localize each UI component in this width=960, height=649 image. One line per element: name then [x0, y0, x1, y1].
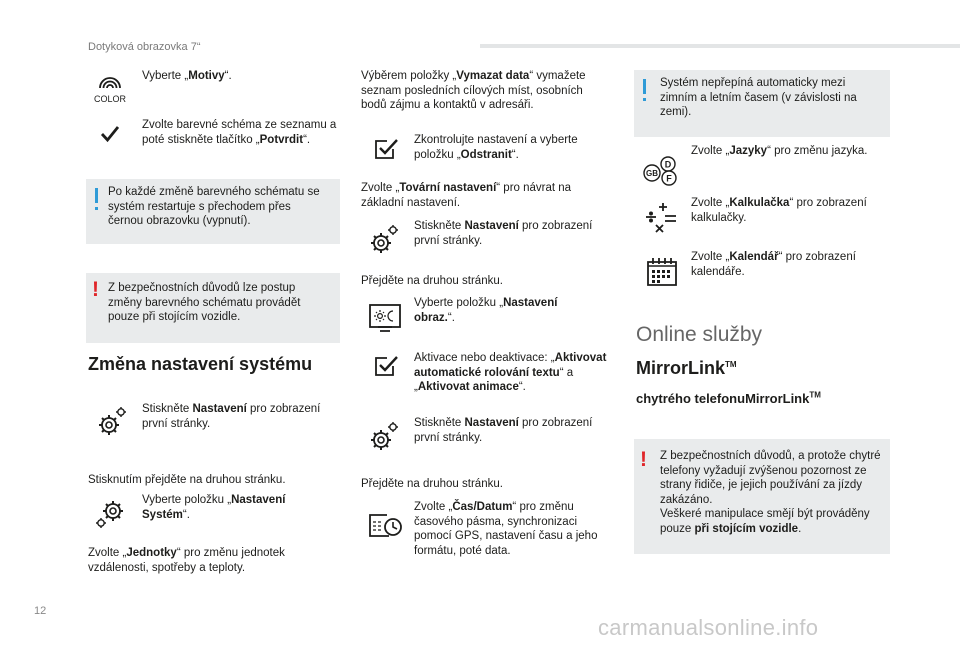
- text-clear-data: Výběrem položky „Vymazat data“ vymažete seznam posledních cílových míst, osobních bodů zájmu a kontaktů v adresáři.: [361, 70, 586, 111]
- color-theme-icon: [90, 70, 130, 106]
- checkmark-icon: [100, 125, 120, 143]
- watermark: carmanualsonline.info: [598, 615, 819, 640]
- info-text: Po každé změně barevného schématu se systém restartuje s přechodem přes černou obrazovku (vypnutí).: [108, 186, 320, 227]
- step-motivy: Vyberte „Motivy“.: [142, 70, 232, 82]
- svg-text:GB: GB: [646, 169, 658, 178]
- settings-gear-icon: [95, 404, 127, 438]
- svg-text:D: D: [664, 159, 672, 170]
- step-display-settings: Vyberte položku „Nastavení obraz.“.: [414, 297, 558, 324]
- calendar-icon: [645, 256, 679, 288]
- system-settings-icon: [95, 496, 127, 530]
- warning-icon: !: [640, 448, 647, 471]
- step-system-settings: Vyberte položku „Nastavení Systém“.: [142, 494, 286, 521]
- checkbox-check-icon: [373, 354, 399, 378]
- info-box-restart: [86, 179, 340, 244]
- step-settings-1: Stiskněte Nastavení pro zobrazení první stránky.: [142, 403, 321, 430]
- info-text: Systém nepřepíná automaticky mezi zimním a letním časem (v závislosti na zemi).: [660, 77, 857, 118]
- time-date-icon: [367, 512, 403, 540]
- warning-text: Z bezpečnostních důvodů lze postup změny barevného schématu provádět pouze při stojícím vozidle.: [108, 282, 301, 323]
- step-potvrdit: Zvolte barevné schéma ze seznamu a poté stiskněte tlačítko „Potvrdit“.: [142, 119, 337, 146]
- info-box-dst: [634, 70, 890, 137]
- step-animation: Aktivace nebo deaktivace: „Aktivovat automatické rolování textu“ a „Aktivovat animace“.: [414, 352, 607, 393]
- text-second-page-2: Přejděte na druhou stránku.: [361, 275, 503, 287]
- step-time-date: Zvolte „Čas/Datum“ pro změnu časového pásma, synchronizaci pomocí GPS, nastavení času a jeho formátu, poté data.: [414, 501, 598, 557]
- text-second-page-3: Přejděte na druhou stránku.: [361, 478, 503, 490]
- step-settings-3: Stiskněte Nastavení pro zobrazení první stránky.: [414, 417, 593, 444]
- checkbox-check-icon: [373, 137, 399, 161]
- step-calculator: Zvolte „Kalkulačka“ pro zobrazení kalkulačky.: [691, 197, 867, 224]
- warning-box-color: [86, 273, 340, 343]
- warning-text: Z bezpečnostních důvodů, a protože chytré telefony vyžadují zvýšenou pozornost ze strany řidiče, je jejich používání za jízdy zakázáno. Veškeré manipulace smějí být prováděny pouze při stojícím vozidle.: [660, 450, 881, 535]
- warning-icon: !: [92, 278, 99, 301]
- languages-icon: [640, 155, 682, 187]
- svg-text:COLOR: COLOR: [93, 94, 127, 104]
- settings-gear-icon: [367, 222, 399, 256]
- running-header: Dotyková obrazovka 7“: [88, 41, 201, 53]
- step-settings-2: Stiskněte Nastavení pro zobrazení první stránky.: [414, 220, 593, 247]
- mirrorlink-title: MirrorLink™: [636, 358, 737, 378]
- step-delete: Zkontrolujte nastavení a vyberte položku „Odstranit“.: [414, 134, 578, 161]
- warning-box-mirrorlink: [634, 439, 890, 554]
- calculator-icon: [643, 200, 679, 238]
- mirrorlink-subtitle: chytrého telefonuMirrorLink™: [636, 390, 821, 406]
- info-icon: [643, 79, 646, 94]
- svg-text:F: F: [666, 173, 672, 184]
- info-icon: [95, 188, 98, 203]
- step-languages: Zvolte „Jazyky“ pro změnu jazyka.: [691, 145, 868, 157]
- text-second-page: Stisknutím přejděte na druhou stránku.: [88, 474, 286, 486]
- step-calendar: Zvolte „Kalendář“ pro zobrazení kalendáře.: [691, 251, 856, 278]
- page-number: 12: [34, 605, 47, 617]
- display-settings-icon: [368, 303, 402, 333]
- online-services-title: Online služby: [636, 323, 763, 346]
- header-bar: [480, 44, 960, 48]
- settings-gear-icon: [367, 419, 399, 453]
- section-title: Změna nastavení systému: [88, 354, 313, 374]
- text-factory-reset: Zvolte „Tovární nastavení“ pro návrat na základní nastavení.: [361, 182, 572, 209]
- text-units: Zvolte „Jednotky“ pro změnu jednotek vzdálenosti, spotřeby a teploty.: [88, 547, 285, 574]
